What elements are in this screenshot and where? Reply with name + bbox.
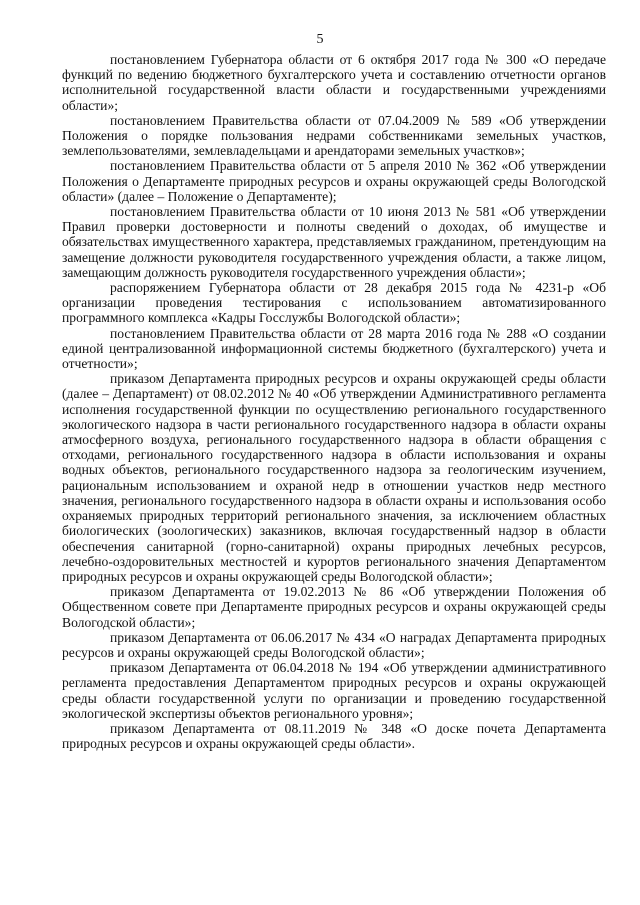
paragraph: приказом Департамента от 19.02.2013 № 86 «Об утверждении Положения об Общественном совете при Департаменте природных ресурсов и охраны окружающей среды Вологодской области»; <box>62 584 606 630</box>
paragraph: распоряжением Губернатора области от 28 декабря 2015 года № 4231-р «Об организации проведения тестирования с использованием автоматизированного программного комплекса «Кадры Госслужбы Вологодской области»; <box>62 280 606 326</box>
paragraph: постановлением Правительства области от 5 апреля 2010 № 362 «Об утверждении Положения о Департаменте природных ресурсов и охраны окружающей среды Вологодской области» (далее – Положение о Департаменте); <box>62 158 606 204</box>
paragraph: постановлением Правительства области от 10 июня 2013 № 581 «Об утверждении Правил проверки достоверности и полноты сведений о доходах, об имуществе и обязательствах имущественного характера, представляемых гражданином, претендующим на замещение должности руководителя государственного учреждения области, а также лицом, замещающим должность руководителя государственного учреждения области»; <box>62 204 606 280</box>
paragraph: приказом Департамента от 08.11.2019 № 348 «О доске почета Департамента природных ресурсов и охраны окружающей среды области». <box>62 720 606 752</box>
paragraph: постановлением Правительства области от 28 марта 2016 года № 288 «О создании единой централизованной информационной системы бюджетного (бухгалтерского) учета и отчетности»; <box>62 325 606 372</box>
document-body <box>62 52 606 751</box>
page-number: 5 <box>316 32 324 47</box>
paragraph: постановлением Губернатора области от 6 октября 2017 года № 300 «О передаче функций по ведению бюджетного бухгалтерского учета и составлению отчетности органов исполнительной государственной власти области и государственными учреждениями области»; <box>62 52 606 113</box>
paragraph: приказом Департамента от 06.04.2018 № 194 «Об утверждении административного регламента предоставления Департаментом природных ресурсов и охраны окружающей среды области государственной услуги по организации и проведению государственной экологической экспертизы объектов регионального уровня»; <box>62 660 606 721</box>
paragraph: приказом Департамента природных ресурсов и охраны окружающей среды области (далее – Департамент) от 08.02.2012 № 40 «Об утверждении Административного регламента исполнения государственной функции по осуществлению регионального государственного экологического надзора в части регионального государственного надзора в области охраны атмосферного воздуха, регионального государственного надзора в области обращения с отходами, регионального государственного надзора в области использования и охраны водных объектов, регионального государственного надзора за геологическим изучением, рациональным использованием и охраной недр в отношении участков недр местного значения, регионального государственного надзора в области охраны и использования особо охраняемых природных территорий регионального значения, за исключением областных биологических (зоологических) заказников, включая государственный надзор в области обеспечения санитарной (горно-санитарной) охраны природных лечебных ресурсов, лечебно-оздоровительных местностей и курортов регионального значения Департаментом природных ресурсов и охраны окружающей среды Вологодской области»; <box>62 371 606 584</box>
paragraph: приказом Департамента от 06.06.2017 № 434 «О наградах Департамента природных ресурсов и охраны окружающей среды Вологодской области»; <box>62 629 606 660</box>
paragraph: постановлением Правительства области от 07.04.2009 № 589 «Об утверждении Положения о порядке пользования недрами собственниками земельных участков, землепользователями, землевладельцами и арендаторами земельных участков»; <box>62 112 606 159</box>
